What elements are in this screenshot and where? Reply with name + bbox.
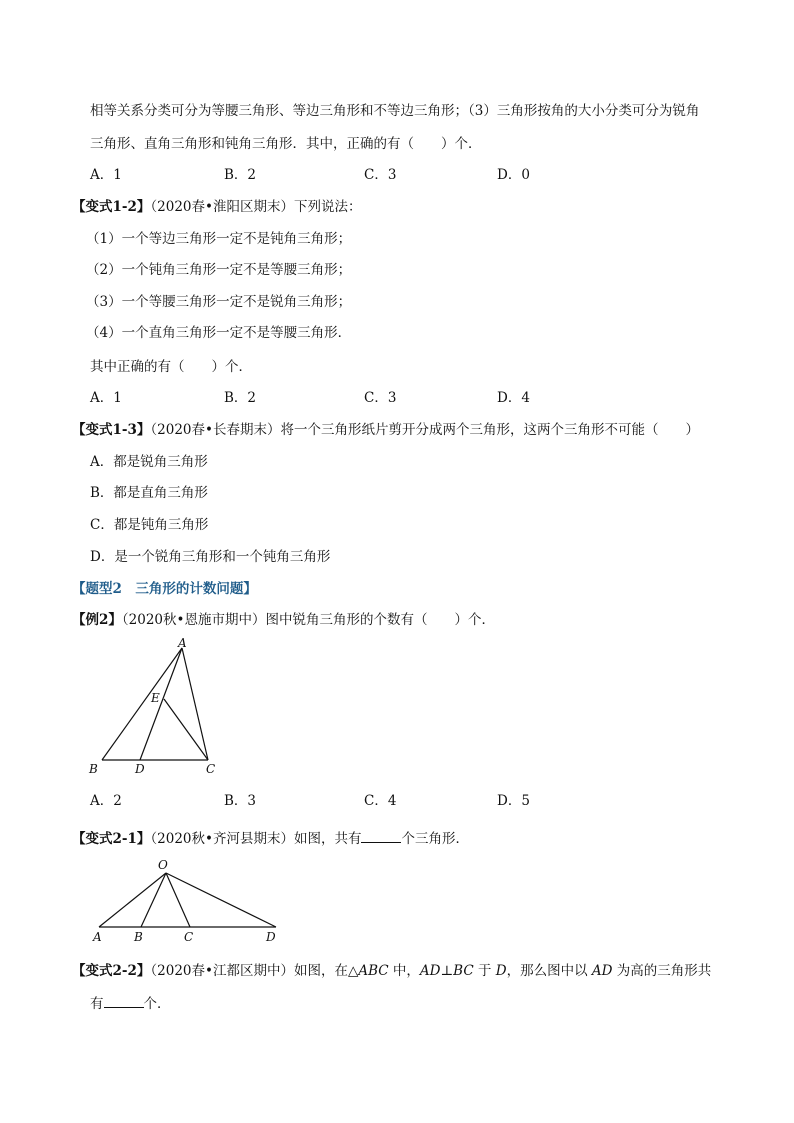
point-d: D [495, 963, 507, 979]
edge-oa [99, 873, 166, 927]
example-2-tag: 【例2】 [72, 612, 122, 628]
edge-ad [140, 648, 182, 760]
variant-2-2-stem [72, 962, 711, 980]
variant-2-1-text-before: （2020秋•齐河县期末）如图，共有 [150, 831, 362, 847]
triangle-abc: ABC [358, 963, 389, 979]
variant-1-2-text: （2020春•淮阳区期末）下列说法： [150, 199, 362, 215]
example-2-option-d: D．5 [497, 793, 530, 809]
intro-line-1: 相等关系分类可分为等腰三角形、等边三角形和不等边三角形；（3）三角形按角的大小分类可分为锐角 [90, 103, 700, 119]
example-2-stem [72, 611, 495, 629]
label-a: A [93, 930, 102, 944]
variant-1-2-item-4: （4）一个直角三角形一定不是等腰三角形． [86, 325, 352, 341]
label-c: C [184, 930, 194, 944]
variant-2-1-tag: 【变式2-1】 [72, 831, 151, 847]
label-c: C [206, 762, 216, 776]
variant-1-2-option-b: B．2 [224, 390, 257, 406]
example-2-figure [80, 636, 240, 781]
variant-1-2-item-3: （3）一个等腰三角形一定不是锐角三角形； [86, 294, 352, 310]
variant-1-3-option-b: B．都是直角三角形 [90, 485, 208, 501]
variant-1-3-stem [72, 421, 699, 439]
variant-2-2-text-b: 中， [388, 963, 420, 979]
segment-bc: BC [453, 963, 474, 979]
label-b: B [134, 930, 143, 944]
label-a: A [178, 636, 187, 650]
topic-2-heading: 【题型2 三角形的计数问题】 [72, 581, 257, 597]
label-d: D [266, 930, 276, 944]
edge-od [166, 873, 276, 927]
answer-blank [361, 830, 401, 843]
variant-2-1-text-after: 个三角形． [401, 831, 469, 847]
variant-2-2-text-a: （2020春•江都区期中）如图，在△ [150, 963, 359, 979]
variant-2-2-line-2 [90, 995, 171, 1013]
variant-1-3-option-a: A．都是锐角三角形 [90, 454, 208, 470]
label-e: E [151, 691, 160, 705]
answer-blank [104, 995, 144, 1008]
intro-option-b: B．2 [224, 167, 257, 183]
example-2-option-a: A．2 [90, 793, 122, 809]
variant-1-3-option-d: D．是一个锐角三角形和一个钝角三角形 [90, 549, 331, 565]
label-o: O [158, 858, 168, 872]
edge-ob [141, 873, 166, 927]
segment-ad-2: AD [591, 963, 613, 979]
variant-2-2-text-e: 为高的三角形共 [612, 963, 712, 979]
label-d: D [135, 762, 145, 776]
variant-1-2-item-1: （1）一个等边三角形一定不是钝角三角形； [86, 231, 352, 247]
variant-1-3-option-c: C．都是钝角三角形 [90, 517, 209, 533]
edge-ac [182, 648, 208, 760]
intro-line-2: 三角形、直角三角形和钝角三角形．其中，正确的有（ ）个． [90, 136, 482, 152]
variant-1-2-option-c: C．3 [364, 390, 397, 406]
variant-1-2-tag: 【变式1-2】 [72, 199, 151, 215]
perp-symbol: ⊥ [440, 963, 454, 979]
label-b: B [89, 762, 98, 776]
variant-1-3-tag: 【变式1-3】 [72, 422, 151, 438]
variant-1-2-item-2: （2）一个钝角三角形一定不是等腰三角形； [86, 262, 352, 278]
variant-2-2-line2-after: 个． [143, 996, 171, 1012]
variant-2-2-tag: 【变式2-2】 [72, 963, 151, 979]
intro-option-c: C．3 [364, 167, 397, 183]
intro-option-a: A．1 [90, 167, 122, 183]
variant-1-2-stem [72, 198, 361, 216]
variant-2-2-text-c: 于 [473, 963, 496, 979]
intro-option-d: D．0 [497, 167, 530, 183]
variant-1-2-option-d: D．4 [497, 390, 530, 406]
segment-ad: AD [419, 963, 441, 979]
variant-1-3-text: （2020春•长春期末）将一个三角形纸片剪开分成两个三角形，这两个三角形不可能（ ） [150, 422, 699, 438]
variant-2-1-figure [88, 856, 288, 946]
example-2-option-b: B．3 [224, 793, 257, 809]
variant-2-2-text-d: ，那么图中以 [506, 963, 592, 979]
variant-2-1-stem [72, 830, 469, 848]
variant-1-2-option-a: A．1 [90, 390, 122, 406]
example-2-text: （2020秋•恩施市期中）图中锐角三角形的个数有（ ）个． [121, 612, 495, 628]
edge-ab [102, 648, 182, 760]
variant-1-2-question: 其中正确的有（ ）个． [90, 359, 252, 375]
variant-2-2-line2-before: 有 [90, 996, 104, 1012]
edge-oc [166, 873, 190, 927]
example-2-option-c: C．4 [364, 793, 397, 809]
